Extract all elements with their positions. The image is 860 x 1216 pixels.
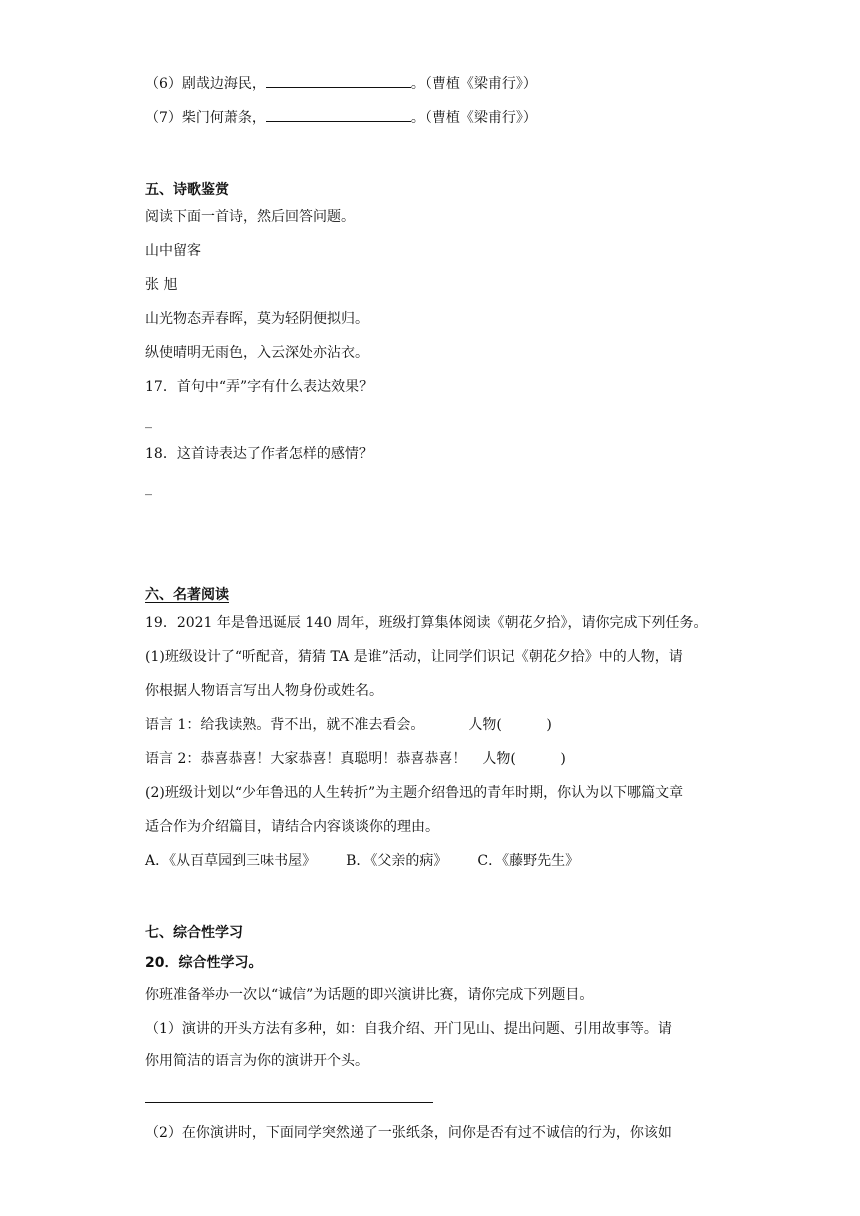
fill-line-6-prefix: （6）剧哉边海民， <box>145 76 266 92</box>
option-a[interactable]: A．《从百草园到三味书屋》 <box>145 853 317 869</box>
language-1-text: 语言 1：给我读熟。背不出，就不准去看会。 <box>145 717 425 733</box>
language-1-role[interactable]: 人物( ) <box>468 717 552 733</box>
poem-line-1: 山光物态弄春晖，莫为轻阴便拟归。 <box>145 311 369 327</box>
fill-line-7 <box>145 106 537 128</box>
language-2-role[interactable]: 人物( ) <box>482 751 566 767</box>
section-5-title: 五、诗歌鉴赏 <box>145 182 229 198</box>
q19-part2-line2: 适合作为介绍篇目，请结合内容谈谈你的理由。 <box>145 819 439 835</box>
option-c[interactable]: C．《藤野先生》 <box>477 853 580 869</box>
answer-line-20-1[interactable] <box>145 1102 433 1103</box>
question-17: 17．首句中“弄”字有什么表达效果？ <box>145 379 374 395</box>
section-7-title: 七、综合性学习 <box>145 925 243 941</box>
language-2-text: 语言 2：恭喜恭喜！大家恭喜！真聪明！恭喜恭喜！ <box>145 751 467 767</box>
fill-blank-7[interactable] <box>266 106 411 122</box>
q19-part1-line2: 你根据人物语言写出人物身份或姓名。 <box>145 683 383 699</box>
q19-part1-line1: (1)班级设计了“听配音，猜猜 TA 是谁”活动，让同学们识记《朝花夕拾》中的人物，请 <box>145 649 683 665</box>
q19-language-1 <box>145 715 552 735</box>
q19-language-2 <box>145 749 566 769</box>
section-6-title: 六、名著阅读 <box>145 587 229 603</box>
answer-17[interactable]: _ <box>145 413 152 429</box>
q19-part2-line1: (2)班级计划以“少年鲁迅的人生转折”为主题介绍鲁迅的青年时期，你认为以下哪篇文章 <box>145 785 684 801</box>
question-18: 18．这首诗表达了作者怎样的感情？ <box>145 446 373 462</box>
fill-line-6-suffix: 。（曹植《梁甫行》） <box>410 76 537 92</box>
answer-18[interactable]: _ <box>145 480 152 496</box>
fill-blank-6[interactable] <box>266 72 411 88</box>
question-20: 20．综合性学习。 <box>145 955 263 971</box>
poem-author: 张 旭 <box>145 277 178 293</box>
option-b[interactable]: B．《父亲的病》 <box>346 853 448 869</box>
section-5-intro: 阅读下面一首诗，然后回答问题。 <box>145 209 355 225</box>
q20-part2-line1: （2）在你演讲时，下面同学突然递了一张纸条，问你是否有过不诚信的行为，你该如 <box>145 1125 672 1141</box>
q19-options <box>145 851 579 871</box>
question-19: 19．2021 年是鲁迅诞辰 140 周年，班级打算集体阅读《朝花夕拾》，请你完成下列任务。 <box>145 615 708 631</box>
q20-part1-line2: 你用简洁的语言为你的演讲开个头。 <box>145 1053 369 1069</box>
fill-line-6 <box>145 72 537 94</box>
poem-line-2: 纵使晴明无雨色，入云深处亦沾衣。 <box>145 345 369 361</box>
section-7-intro: 你班准备举办一次以“诚信”为话题的即兴演讲比赛，请你完成下列题目。 <box>145 987 594 1003</box>
q20-part1-line1: （1）演讲的开头方法有多种，如：自我介绍、开门见山、提出问题、引用故事等。请 <box>145 1021 672 1037</box>
poem-title: 山中留客 <box>145 243 201 259</box>
fill-line-7-suffix: 。（曹植《梁甫行》） <box>410 110 537 126</box>
fill-line-7-prefix: （7）柴门何萧条， <box>145 110 266 126</box>
